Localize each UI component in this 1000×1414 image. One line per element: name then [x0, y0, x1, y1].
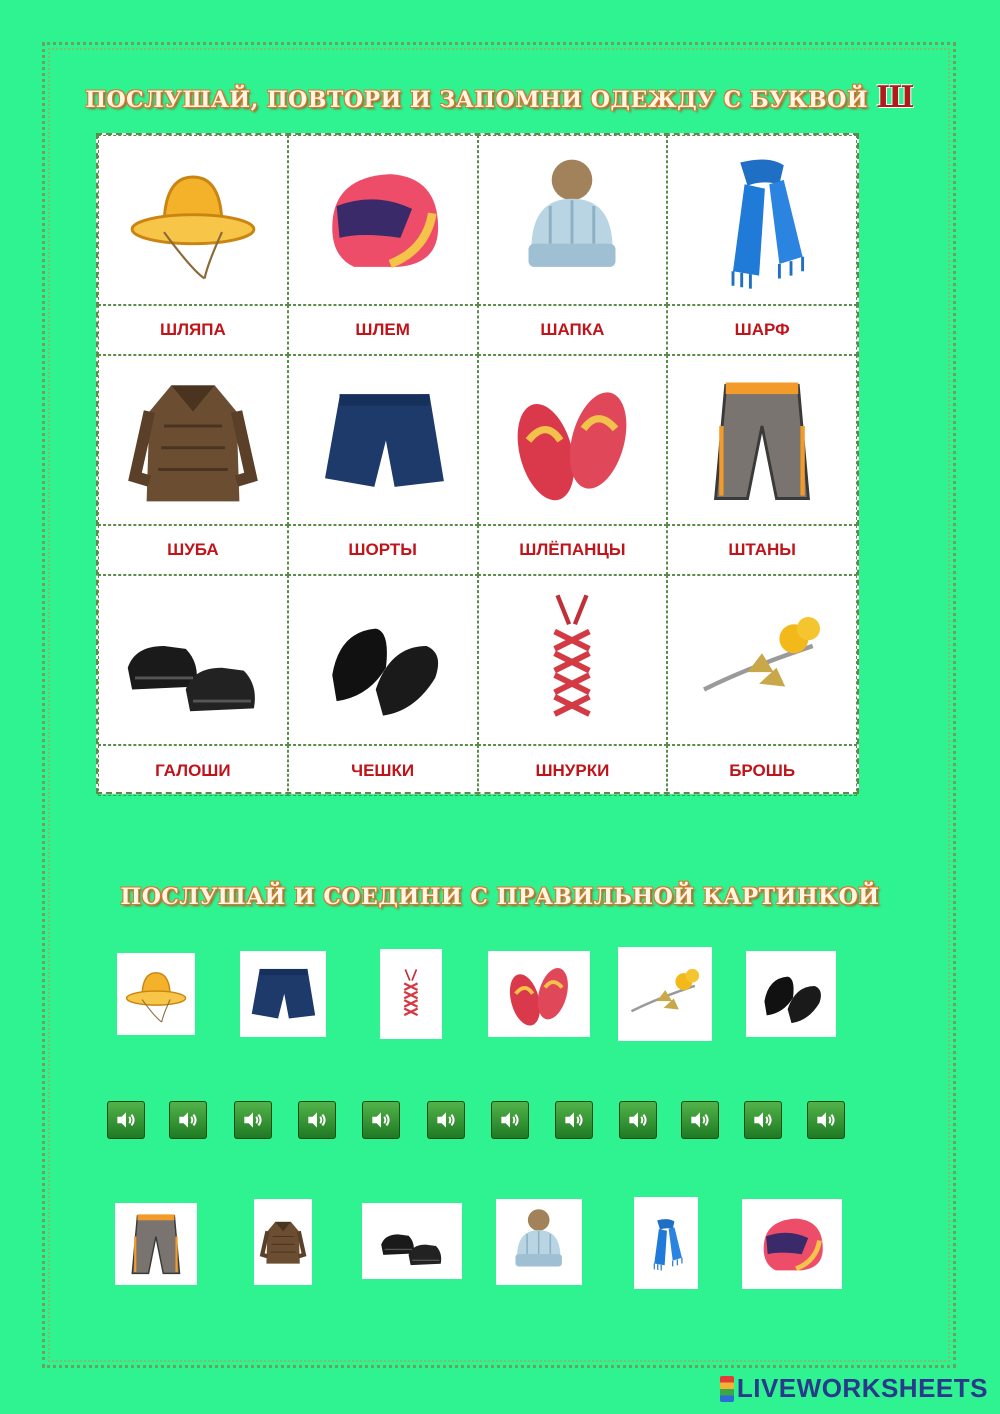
section-title: ПОСЛУШАЙ И СОЕДИНИ С ПРАВИЛЬНОЙ КАРТИНКОЙ — [120, 884, 880, 910]
pants-icon — [687, 368, 837, 513]
word-label: ШТАНЫ — [728, 540, 796, 559]
speaker-button[interactable] — [234, 1101, 272, 1139]
helmet-icon — [308, 148, 458, 293]
speaker-button[interactable] — [427, 1101, 465, 1139]
match-image-galoshes[interactable] — [362, 1203, 462, 1279]
hat-icon — [121, 957, 191, 1031]
speaker-button[interactable] — [362, 1101, 400, 1139]
shorts-icon — [244, 955, 321, 1032]
speaker-button[interactable] — [681, 1101, 719, 1139]
match-image-knit-cap[interactable] — [496, 1199, 582, 1285]
speaker-icon — [304, 1107, 330, 1133]
speaker-icon — [433, 1107, 459, 1133]
speaker-button[interactable] — [555, 1101, 593, 1139]
brooch-icon — [623, 952, 708, 1037]
brand-logo[interactable] — [720, 1373, 988, 1404]
match-image-shorts[interactable] — [240, 951, 326, 1037]
grid-cell-label — [98, 745, 288, 796]
match-image-pants[interactable] — [115, 1203, 197, 1285]
fur-coat-icon — [118, 368, 268, 513]
grid-cell-label — [288, 525, 478, 575]
galoshes-icon — [367, 1207, 457, 1275]
grid-cell-image — [478, 135, 668, 305]
grid-cell-image — [98, 575, 288, 745]
grid-cell-image — [288, 575, 478, 745]
word-label: ШЛЕМ — [355, 320, 410, 339]
speaker-button[interactable] — [491, 1101, 529, 1139]
page-title — [0, 80, 1000, 115]
match-image-hat[interactable] — [117, 953, 195, 1035]
ballet-shoes-icon — [751, 955, 832, 1032]
speaker-icon — [175, 1107, 201, 1133]
flip-flops-icon — [497, 368, 647, 513]
fur-coat-icon — [257, 1203, 309, 1280]
grid-cell-label — [667, 525, 857, 575]
speaker-button[interactable] — [619, 1101, 657, 1139]
match-image-scarf[interactable] — [634, 1197, 698, 1289]
grid-cell-image — [478, 355, 668, 525]
vocabulary-grid — [96, 133, 859, 794]
match-image-flip-flops[interactable] — [488, 951, 590, 1037]
grid-cell-image — [98, 135, 288, 305]
grid-cell-label — [667, 745, 857, 796]
speaker-icon — [625, 1107, 651, 1133]
title-letter: Ш — [876, 80, 915, 115]
grid-cell-label — [98, 525, 288, 575]
word-label: ЧЕШКИ — [351, 760, 415, 780]
flip-flops-icon — [493, 955, 585, 1032]
pants-icon — [119, 1207, 193, 1281]
knit-cap-icon — [497, 148, 647, 293]
word-label: ШАПКА — [540, 320, 605, 339]
grid-cell-image — [288, 135, 478, 305]
grid-cell-label — [478, 305, 668, 355]
brooch-icon — [687, 588, 837, 733]
word-label: БРОШЬ — [729, 760, 796, 780]
hat-icon — [118, 148, 268, 293]
word-label: ШНУРКИ — [535, 760, 610, 780]
grid-cell-label — [98, 305, 288, 355]
grid-cell-image — [98, 355, 288, 525]
speaker-icon — [497, 1107, 523, 1133]
speaker-button[interactable] — [169, 1101, 207, 1139]
speaker-icon — [561, 1107, 587, 1133]
speaker-button[interactable] — [744, 1101, 782, 1139]
match-image-laces[interactable] — [380, 949, 442, 1039]
speaker-button[interactable] — [807, 1101, 845, 1139]
speaker-icon — [240, 1107, 266, 1133]
speaker-icon — [368, 1107, 394, 1133]
speaker-icon — [113, 1107, 139, 1133]
laces-icon — [497, 588, 647, 733]
grid-cell-label — [288, 745, 478, 796]
speaker-button[interactable] — [298, 1101, 336, 1139]
word-label: ГАЛОШИ — [155, 760, 231, 780]
speaker-icon — [750, 1107, 776, 1133]
shorts-icon — [308, 368, 458, 513]
speaker-icon — [687, 1107, 713, 1133]
speaker-icon — [813, 1107, 839, 1133]
word-label: ШАРФ — [734, 320, 790, 339]
knit-cap-icon — [500, 1203, 577, 1280]
scarf-icon — [687, 148, 837, 293]
title-text: ПОСЛУШАЙ, ПОВТОРИ И ЗАПОМНИ ОДЕЖДУ С БУКВОЙ — [85, 87, 869, 113]
match-image-ballet-shoes[interactable] — [746, 951, 836, 1037]
grid-cell-label — [288, 305, 478, 355]
grid-cell-image — [288, 355, 478, 525]
grid-cell-image — [667, 135, 857, 305]
grid-cell-image — [667, 355, 857, 525]
grid-cell-image — [478, 575, 668, 745]
speaker-button[interactable] — [107, 1101, 145, 1139]
laces-icon — [383, 954, 439, 1035]
match-image-brooch[interactable] — [618, 947, 712, 1041]
galoshes-icon — [118, 588, 268, 733]
grid-cell-label — [478, 745, 668, 796]
word-label: ШОРТЫ — [348, 540, 417, 559]
grid-cell-label — [478, 525, 668, 575]
brand-text: LIVEWORKSHEETS — [736, 1373, 988, 1403]
ballet-shoes-icon — [308, 588, 458, 733]
live-badge-icon — [720, 1376, 734, 1402]
match-image-helmet[interactable] — [742, 1199, 842, 1289]
helmet-icon — [747, 1204, 837, 1285]
grid-cell-image — [667, 575, 857, 745]
match-image-fur-coat[interactable] — [254, 1199, 312, 1285]
grid-cell-label — [667, 305, 857, 355]
word-label: ШУБА — [167, 540, 219, 559]
scarf-icon — [637, 1202, 695, 1285]
word-label: ШЛЯПА — [160, 320, 226, 339]
word-label: ШЛЁПАНЦЫ — [519, 540, 626, 559]
